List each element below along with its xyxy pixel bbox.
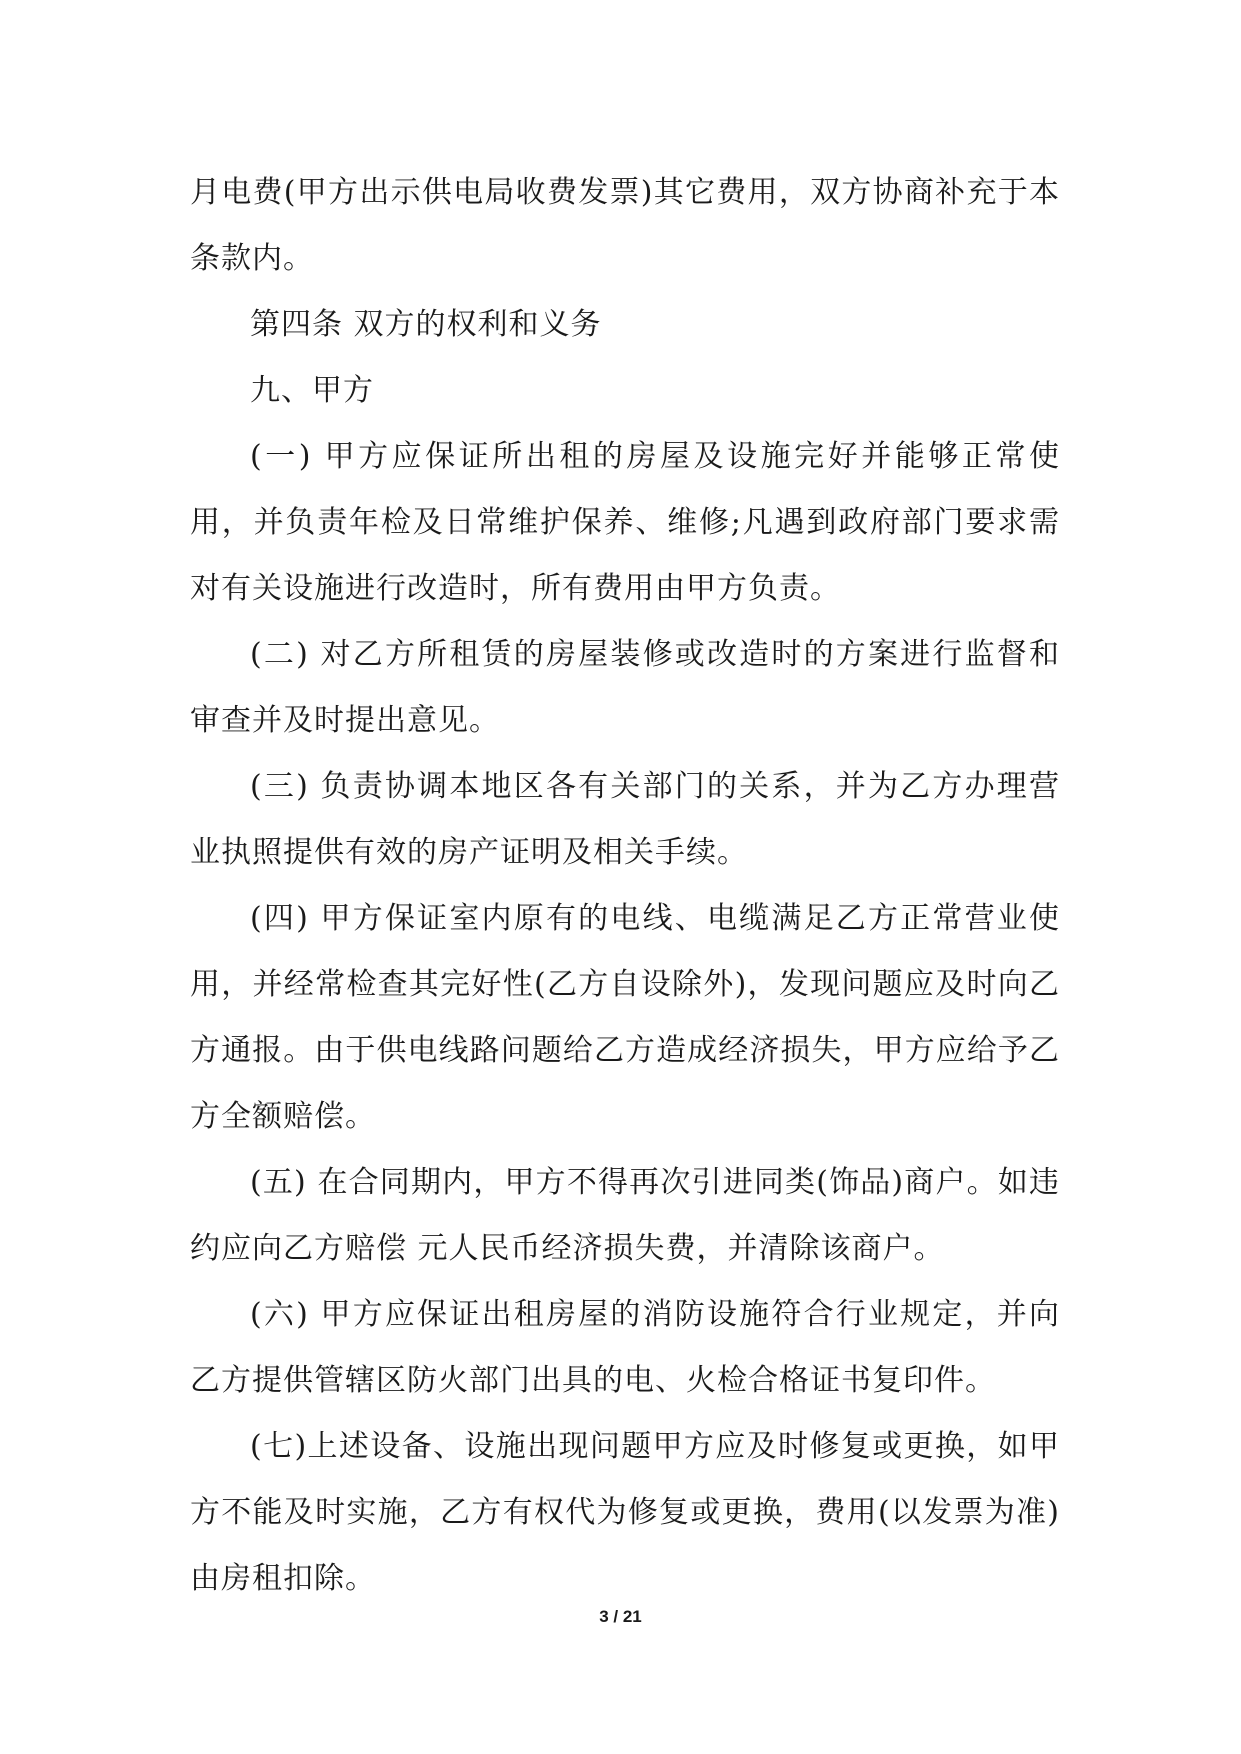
- clause-4: (四) 甲方保证室内原有的电线、电缆满足乙方正常营业使用，并经常检查其完好性(乙方自设除外)，发现问题应及时向乙方通报。由于供电线路问题给乙方造成经济损失，甲方应给予乙方全额赔偿。: [190, 901, 1060, 1134]
- clause-7: (七)上述设备、设施出现问题甲方应及时修复或更换，如甲方不能及时实施，乙方有权代为修复或更换，费用(以发票为准)由房租扣除。: [190, 1429, 1060, 1596]
- clause-6: (六) 甲方应保证出租房屋的消防设施符合行业规定，并向乙方提供管辖区防火部门出具的电、火检合格证书复印件。: [190, 1297, 1060, 1398]
- article-4-heading: 第四条 双方的权利和义务: [250, 307, 602, 342]
- clause-2: (二) 对乙方所租赁的房屋装修或改造时的方案进行监督和审查并及时提出意见。: [190, 637, 1060, 738]
- clause-5: (五) 在合同期内，甲方不得再次引进同类(饰品)商户。如违约应向乙方赔偿 元人民币经济损失费，并清除该商户。: [190, 1165, 1060, 1266]
- clause-3: (三) 负责协调本地区各有关部门的关系，并为乙方办理营业执照提供有效的房产证明及相关手续。: [190, 769, 1060, 870]
- page-number: 3 / 21: [599, 1607, 642, 1626]
- paragraph-continuation: 月电费(甲方出示供电局收费发票)其它费用，双方协商补充于本条款内。: [190, 175, 1060, 276]
- clause-1: (一) 甲方应保证所出租的房屋及设施完好并能够正常使用，并负责年检及日常维护保养、维修;凡遇到政府部门要求需对有关设施进行改造时，所有费用由甲方负责。: [190, 439, 1060, 606]
- section-9-heading: 九、甲方: [250, 373, 374, 408]
- document-body: [190, 160, 1060, 1612]
